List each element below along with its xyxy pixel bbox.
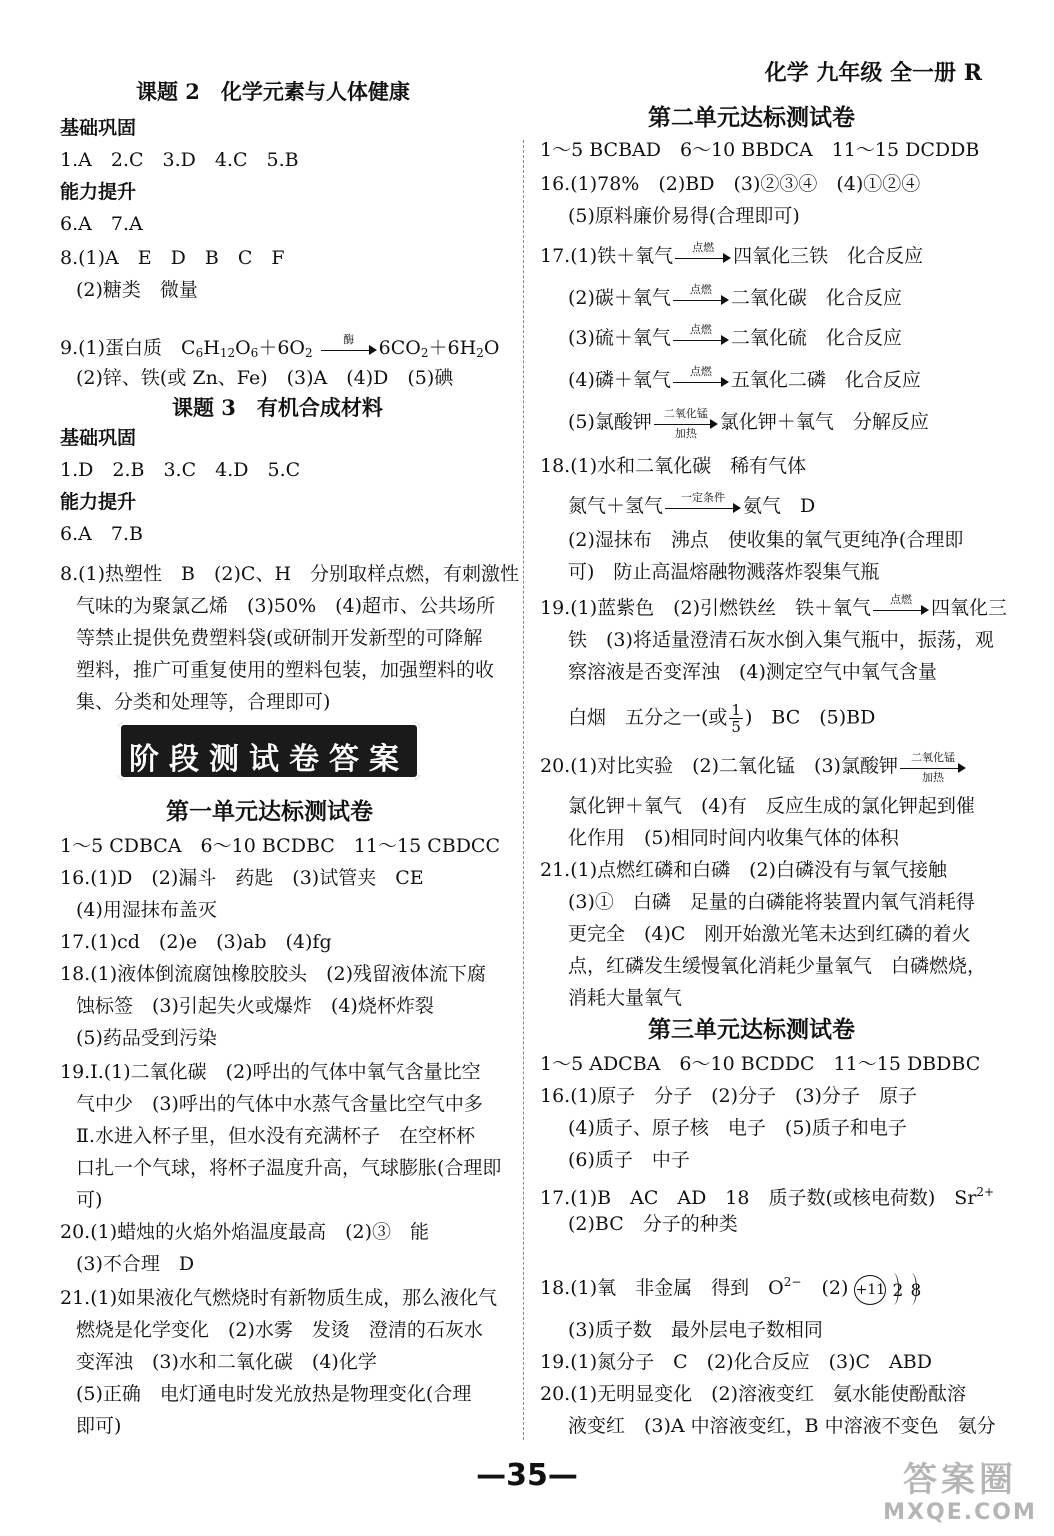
unit2-line3: (5)原料廉价易得(合理即可)	[568, 205, 800, 227]
unit2-reaction3: (3)硫＋氧气 点燃 二氧化硫 化合反应	[568, 323, 902, 349]
unit2-q19-line1: 19.(1)蓝紫色 (2)引燃铁丝 铁＋氧气 点燃 四氧化三	[540, 593, 1008, 619]
unit1-line8: 19.Ⅰ.(1)二氧化碳 (2)呼出的气体中氧气含量比空	[60, 1061, 481, 1083]
unit3-line9: 19.(1)氮分子 C (2)化合反应 (3)C ABD	[540, 1351, 932, 1373]
unit2-title: 第二单元达标测试卷	[648, 104, 855, 131]
ignite-arrow: 点燃	[673, 288, 729, 310]
subject-header: 化学 九年级 全一册 R	[764, 60, 982, 86]
topic3-line4: 气味的为聚氯乙烯 (3)50% (4)超市、公共场所	[76, 595, 496, 617]
unit2-q20-line3: 化作用 (5)相同时间内收集气体的体积	[568, 827, 899, 849]
ignite-arrow: 点燃	[873, 598, 929, 620]
ignite-arrow: 点燃	[673, 370, 729, 392]
unit2-reaction2: (2)碳＋氧气 点燃 二氧化碳 化合反应	[568, 283, 902, 309]
unit2-q21-line1: 21.(1)点燃红磷和白磷 (2)白磷没有与氧气接触	[540, 859, 948, 881]
unit2-q20-line1: 20.(1)对比实验 (2)二氧化锰 (3)氯酸钾 二氧化锰 加热	[540, 754, 968, 778]
unit1-line10: Ⅱ.水进入杯子里，但水没有充满杯子 在空杯杯	[76, 1125, 475, 1147]
unit2-q21-line4: 点，红磷发生缓慢氧化消耗少量氧气 白磷燃烧，	[568, 955, 987, 977]
unit2-line2: 16.(1)78% (2)BD (3)②③④ (4)①②④	[540, 173, 921, 195]
unit1-line1: 1～5 CDBCA 6～10 BCDBC 11～15 CBDCC	[60, 835, 501, 857]
unit1-line9: 气中少 (3)呼出的气体中水蒸气含量比空气中多	[76, 1093, 483, 1115]
topic2-line4: (2)糖类 微量	[76, 279, 198, 301]
topic3-line5: 等禁止提供免费塑料袋(或研制开发新型的可降解	[76, 627, 483, 649]
unit1-line13: 20.(1)蜡烛的火焰外焰温度最高 (2)③ 能	[60, 1221, 430, 1243]
unit2-q21-line5: 消耗大量氧气	[568, 987, 683, 1009]
unit2-q19-line2: 铁 (3)将适量澄清石灰水倒入集气瓶中，振荡，观	[568, 629, 994, 651]
topic3-line3: 8.(1)热塑性 B (2)C、H 分别取样点燃，有刺激性	[60, 563, 520, 585]
ignite-arrow: 点燃	[675, 246, 731, 268]
unit2-q18-line3: (2)湿抹布 沸点 使收集的氧气更纯净(合理即	[568, 529, 964, 551]
unit3-line3: (4)质子、原子核 电子 (5)质子和电子	[568, 1117, 907, 1139]
unit1-title: 第一单元达标测试卷	[166, 798, 373, 825]
unit2-q21-line3: 更完全 (4)C 刚开始激光笔未达到红磷的着火	[568, 923, 971, 945]
unit1-line17: 变浑浊 (3)水和二氧化碳 (4)化学	[76, 1351, 377, 1373]
topic2-line3: 8.(1)A E D B C F	[60, 247, 285, 269]
unit1-line18: (5)正确 电灯通电时发光放热是物理变化(合理	[76, 1383, 472, 1405]
unit2-q18-line4: 可) 防止高温熔融物溅落炸裂集气瓶	[568, 561, 880, 583]
topic3-title: 课题 3 有机合成材料	[172, 395, 383, 420]
unit1-line16: 燃烧是化学变化 (2)水雾 发烫 澄清的石灰水	[76, 1319, 483, 1341]
topic3-line7: 集、分类和处理等，合理即可)	[76, 691, 331, 713]
unit1-line6: 蚀标签 (3)引起失火或爆炸 (4)烧杯炸裂	[76, 995, 434, 1017]
ignite-arrow: 点燃	[673, 328, 729, 350]
enzyme-arrow: 酶	[321, 338, 377, 360]
topic2-title: 课题 2 化学元素与人体健康	[136, 79, 410, 104]
topic2-equation-line: 9.(1)蛋白质 $C_6H_{12}O_6+6O_2$ 酶 $6CO_2+6H_2O$	[60, 333, 500, 360]
unit1-line15: 21.(1)如果液化气燃烧时有新物质生成，那么液化气	[60, 1287, 498, 1309]
stage-test-banner: 阶段测试卷答案	[118, 722, 420, 780]
topic3-basic-label: 基础巩固	[60, 427, 137, 449]
topic2-line2: 6.A 7.A	[60, 213, 143, 235]
topic3-line6: 塑料，推广可重复使用的塑料包装，加强塑料的收	[76, 659, 495, 681]
topic2-line6: (2)锌、铁(或 Zn、Fe) (3)A (4)D (5)碘	[76, 367, 454, 389]
unit2-reaction1: 17.(1)铁＋氧气 点燃 四氧化三铁 化合反应	[540, 241, 924, 267]
unit3-line1: 1～5 ADCBA 6～10 BCDDC 11～15 DBDBC	[540, 1053, 981, 1075]
unit1-line4: 17.(1)cd (2)e (3)ab (4)fg	[60, 931, 332, 953]
unit2-reaction5: (5)氯酸钾 二氧化锰 加热 氯化钾＋氧气 分解反应	[568, 407, 929, 440]
page-number: —35—	[476, 1458, 578, 1493]
unit2-reaction4: (4)磷＋氧气 点燃 五氧化二磷 化合反应	[568, 365, 921, 391]
one-fifth-fraction: $\frac{1}{5}$	[731, 701, 741, 736]
unit1-line7: (5)药品受到污染	[76, 1027, 217, 1049]
unit3-line11: 液变红 (3)A 中溶液变红，B 中溶液不变色 氨分	[568, 1415, 996, 1437]
unit1-line11: 口扎一个气球，将杯子温度升高，气球膨胀(合理即	[76, 1157, 502, 1179]
unit1-line3: (4)用湿抹布盖灭	[76, 899, 217, 921]
unit3-line2: 16.(1)原子 分子 (2)分子 (3)分子 原子	[540, 1085, 917, 1107]
unit2-q18-line1: 18.(1)水和二氧化碳 稀有气体	[540, 455, 807, 477]
unit1-line12: 可)	[76, 1189, 103, 1211]
unit1-line19: 即可)	[76, 1415, 122, 1437]
column-divider	[523, 140, 524, 1440]
unit1-line14: (3)不合理 D	[76, 1253, 195, 1275]
topic2-basic-label: 基础巩固	[60, 117, 137, 139]
unit2-q21-line2: (3)① 白磷 足量的白磷能将装置内氧气消耗得	[568, 891, 975, 913]
unit2-line1: 1～5 BCBAD 6～10 BBDCA 11～15 DCDDB	[540, 139, 980, 161]
unit1-line2: 16.(1)D (2)漏斗 药匙 (3)试管夹 CE	[60, 867, 424, 889]
unit3-title: 第三单元达标测试卷	[648, 1016, 855, 1043]
unit3-line4: (6)质子 中子	[568, 1149, 690, 1171]
sodium-ion-structure-diagram: +11 2 8	[854, 1271, 934, 1307]
unit3-line8: (3)质子数 最外层电子数相同	[568, 1319, 823, 1341]
certain-condition-arrow: 一定条件	[665, 496, 741, 518]
unit2-q20-line2: 氯化钾＋氧气 (4)有 反应生成的氯化钾起到催	[568, 795, 975, 817]
topic2-line1: 1.A 2.C 3.D 4.C 5.B	[60, 149, 299, 171]
topic3-line2: 6.A 7.B	[60, 523, 143, 545]
unit2-q19-line3: 察溶液是否变浑浊 (4)测定空气中氧气含量	[568, 661, 937, 683]
unit2-q19-line4: 白烟 五分之一(或 $\frac{1}{5}$ ) BC (5)BD	[568, 701, 876, 736]
unit3-line7: 18.(1)氧 非金属 得到 $O^{2-}$ (2) +11 2 8	[540, 1270, 934, 1307]
topic3-line1: 1.D 2.B 3.C 4.D 5.C	[60, 459, 301, 481]
mno2-heat-arrow: 二氧化锰 加热	[900, 756, 966, 778]
unit2-q18-line2: 氮气＋氢气 一定条件 氨气 D	[568, 491, 816, 517]
topic3-ability-label: 能力提升	[60, 491, 137, 513]
mno2-heat-arrow: 二氧化锰 加热	[654, 412, 718, 434]
watermark-logo: 答案圈 MXQE.COM	[883, 1460, 1037, 1525]
topic2-ability-label: 能力提升	[60, 181, 137, 203]
unit3-line10: 20.(1)无明显变化 (2)溶液变红 氨水能使酚酞溶	[540, 1383, 967, 1405]
unit3-line5: 17.(1)B AC AD 18 质子数(或核电荷数) $Sr^{2+}$	[540, 1185, 995, 1209]
unit1-line5: 18.(1)液体倒流腐蚀橡胶胶头 (2)残留液体流下腐	[60, 963, 487, 985]
unit3-line6: (2)BC 分子的种类	[568, 1213, 738, 1235]
